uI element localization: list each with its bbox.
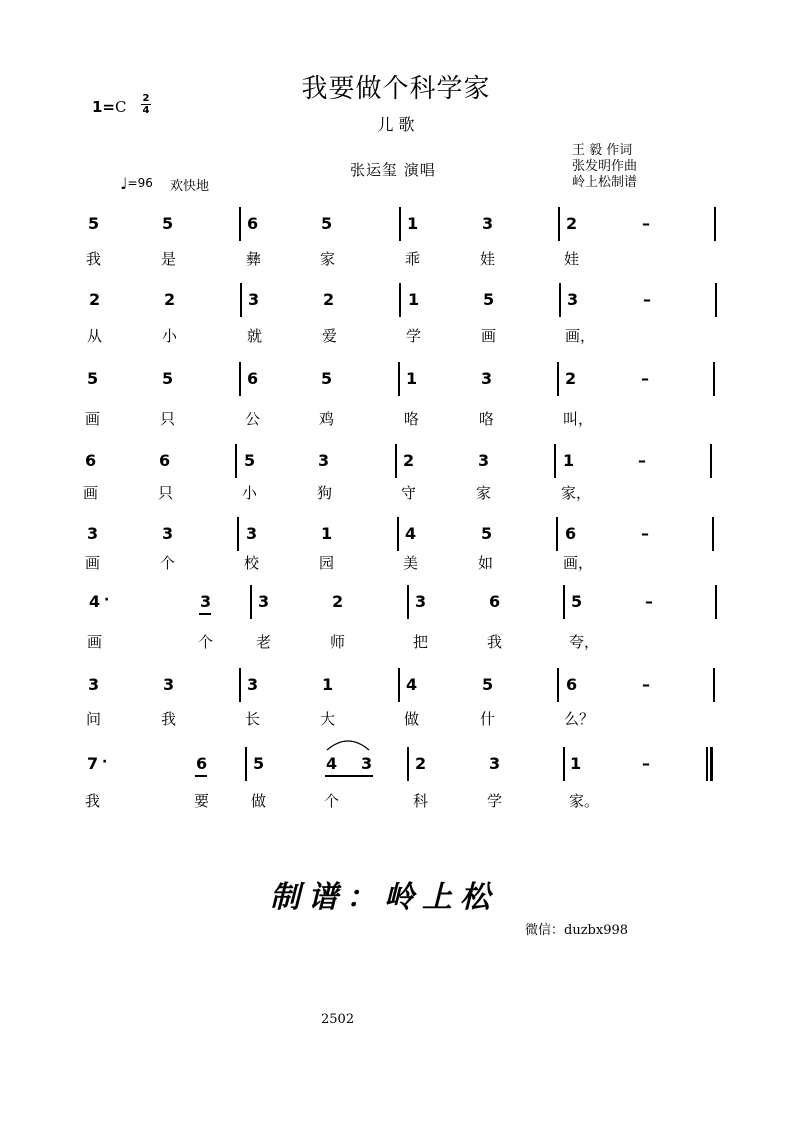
lyric: 个	[198, 633, 214, 651]
lyric: 么？	[564, 710, 595, 728]
composer-credit: 张发明作曲	[572, 159, 638, 174]
lyric: 校	[244, 554, 260, 572]
lyric: 画，	[565, 327, 596, 345]
note: 6	[85, 451, 97, 470]
lyric: 守	[401, 484, 417, 502]
note: 5	[162, 369, 174, 388]
transcriber-credit: 岭上松制谱	[572, 175, 638, 190]
note: 2	[164, 290, 176, 309]
final-bar-thick	[710, 747, 713, 781]
bar-line	[239, 362, 241, 396]
note: 4	[89, 592, 101, 611]
note: 6	[247, 369, 259, 388]
lyric: 科	[413, 792, 429, 810]
note: 1	[321, 524, 333, 543]
bar-line	[715, 585, 717, 619]
note: 3	[478, 451, 490, 470]
note: 5	[162, 214, 174, 233]
note: 5	[88, 214, 100, 233]
note: 3	[87, 524, 99, 543]
lyricist-credit: 王 毅 作词	[572, 143, 633, 158]
bar-line	[558, 207, 560, 241]
bar-line	[710, 444, 712, 478]
note: 6	[196, 754, 208, 773]
note: 2	[323, 290, 335, 309]
bar-line	[237, 517, 239, 551]
note: 4	[326, 754, 338, 773]
bar-line	[239, 207, 241, 241]
note: 3	[163, 675, 175, 694]
lyric: 咯	[479, 410, 495, 428]
lyric: 画	[481, 327, 497, 345]
lyric: 老	[256, 633, 272, 651]
lyric: 小	[242, 484, 258, 502]
note: 3	[567, 290, 579, 309]
note: 3	[415, 592, 427, 611]
note: 6	[565, 524, 577, 543]
lyric: 长	[245, 710, 261, 728]
dash: –	[641, 524, 649, 543]
lyric: 我	[86, 250, 102, 268]
note: 6	[247, 214, 259, 233]
note: 3	[162, 524, 174, 543]
lyric: 叫，	[563, 410, 594, 428]
lyric: 画	[83, 484, 99, 502]
lyric: 什	[480, 710, 496, 728]
lyric: 大	[320, 710, 336, 728]
bar-line	[715, 283, 717, 317]
lyric: 是	[161, 250, 177, 268]
lyric: 把	[413, 633, 429, 651]
note: 1	[570, 754, 582, 773]
note: 2	[332, 592, 344, 611]
note: 1	[563, 451, 575, 470]
note: 5	[483, 290, 495, 309]
augmentation-dot: ·	[104, 592, 110, 608]
lyric: 个	[324, 792, 340, 810]
bar-line	[713, 668, 715, 702]
lyric: 夸，	[569, 633, 600, 651]
note: 3	[318, 451, 330, 470]
note: 1	[407, 214, 419, 233]
lyric: 娃	[564, 250, 580, 268]
note: 5	[321, 214, 333, 233]
key-prefix: 1=	[92, 98, 116, 116]
lyric: 咯	[404, 410, 420, 428]
note: 3	[481, 369, 493, 388]
note: 1	[406, 369, 418, 388]
note: 3	[258, 592, 270, 611]
note: 4	[406, 675, 418, 694]
bar-line	[557, 668, 559, 702]
bar-line	[713, 362, 715, 396]
singer-credit: 张运玺 演唱	[350, 161, 436, 179]
note: 2	[565, 369, 577, 388]
note: 5	[244, 451, 256, 470]
time-signature-bottom: 4	[142, 105, 150, 116]
dash: –	[642, 754, 650, 773]
lyric: 乖	[405, 250, 421, 268]
bar-line	[398, 668, 400, 702]
note: 5	[253, 754, 265, 773]
lyric: 学	[487, 792, 503, 810]
note: 5	[482, 675, 494, 694]
bar-line	[240, 283, 242, 317]
note: 3	[246, 524, 258, 543]
tempo-marking	[120, 174, 153, 193]
bar-line	[407, 747, 409, 781]
note: 5	[321, 369, 333, 388]
lyric: 我	[161, 710, 177, 728]
lyric: 家	[320, 250, 336, 268]
bar-line	[399, 207, 401, 241]
note: 5	[87, 369, 99, 388]
lyric: 做	[404, 710, 420, 728]
lyric: 家。	[569, 792, 600, 810]
bar-line	[398, 362, 400, 396]
bar-line	[559, 283, 561, 317]
bar-line	[395, 444, 397, 478]
slur-mark	[324, 736, 372, 752]
note: 7	[87, 754, 99, 773]
dash: –	[645, 592, 653, 611]
lyric: 我	[487, 633, 503, 651]
note: 1	[408, 290, 420, 309]
lyric: 画	[87, 633, 103, 651]
lyric: 小	[162, 327, 178, 345]
lyric: 问	[86, 710, 102, 728]
dash: –	[643, 290, 651, 309]
bar-line	[250, 585, 252, 619]
note: 6	[566, 675, 578, 694]
mood-marking: 欢快地	[170, 179, 210, 194]
note: 3	[247, 675, 259, 694]
lyric: 只	[160, 410, 176, 428]
dash: –	[642, 214, 650, 233]
note: 3	[489, 754, 501, 773]
note: 3	[88, 675, 100, 694]
note: 3	[361, 754, 373, 773]
augmentation-dot: ·	[102, 754, 108, 770]
lyric: 狗	[317, 484, 333, 502]
note: 3	[482, 214, 494, 233]
lyric: 家，	[561, 484, 592, 502]
lyric: 要	[194, 792, 210, 810]
bar-line	[554, 444, 556, 478]
lyric: 家	[476, 484, 492, 502]
note: 2	[403, 451, 415, 470]
lyric: 师	[330, 633, 346, 651]
bar-line	[407, 585, 409, 619]
note: 3	[200, 592, 212, 611]
note: 5	[481, 524, 493, 543]
quarter-note-icon: ♩	[120, 174, 128, 193]
dash: –	[642, 675, 650, 694]
note: 2	[89, 290, 101, 309]
bar-line	[563, 585, 565, 619]
key-signature	[92, 98, 127, 116]
page-number: 2502	[321, 1012, 355, 1027]
lyric: 画，	[563, 554, 594, 572]
note: 6	[159, 451, 171, 470]
bar-line	[557, 362, 559, 396]
note: 5	[571, 592, 583, 611]
note: 4	[405, 524, 417, 543]
bar-line	[245, 747, 247, 781]
final-bar-thin	[706, 747, 708, 781]
lyric: 学	[406, 327, 422, 345]
dash: –	[638, 451, 646, 470]
underline-beam	[325, 775, 373, 777]
wechat-contact: 微信：duzbx998	[525, 923, 629, 938]
lyric: 我	[85, 792, 101, 810]
lyric: 做	[251, 792, 267, 810]
bar-line	[397, 517, 399, 551]
bar-line	[239, 668, 241, 702]
lyric: 个	[160, 554, 176, 572]
dash: –	[641, 369, 649, 388]
lyric: 只	[158, 484, 174, 502]
key-letter: C	[115, 98, 127, 116]
tempo-value: =96	[127, 176, 153, 190]
bar-line	[235, 444, 237, 478]
time-signature	[140, 93, 152, 116]
lyric: 画	[85, 410, 101, 428]
lyric: 娃	[480, 250, 496, 268]
underline-beam	[195, 775, 207, 777]
lyric: 鸡	[319, 410, 335, 428]
lyric: 公	[245, 410, 261, 428]
bar-line	[714, 207, 716, 241]
bar-line	[399, 283, 401, 317]
underline-beam	[199, 613, 211, 615]
lyric: 画	[85, 554, 101, 572]
lyric: 园	[319, 554, 335, 572]
song-genre: 儿 歌	[377, 115, 415, 134]
lyric: 如	[478, 554, 494, 572]
lyric: 爱	[322, 327, 338, 345]
bar-line	[556, 517, 558, 551]
song-title: 我要做个科学家	[301, 74, 491, 104]
arranger-signature: 制谱：岭上松	[270, 880, 498, 915]
lyric: 彝	[246, 250, 262, 268]
note: 6	[489, 592, 501, 611]
note: 3	[248, 290, 260, 309]
lyric: 从	[87, 327, 103, 345]
lyric: 就	[247, 327, 263, 345]
note: 2	[566, 214, 578, 233]
lyric: 美	[403, 554, 419, 572]
bar-line	[712, 517, 714, 551]
note: 1	[322, 675, 334, 694]
bar-line	[563, 747, 565, 781]
time-signature-top: 2	[142, 93, 150, 104]
note: 2	[415, 754, 427, 773]
